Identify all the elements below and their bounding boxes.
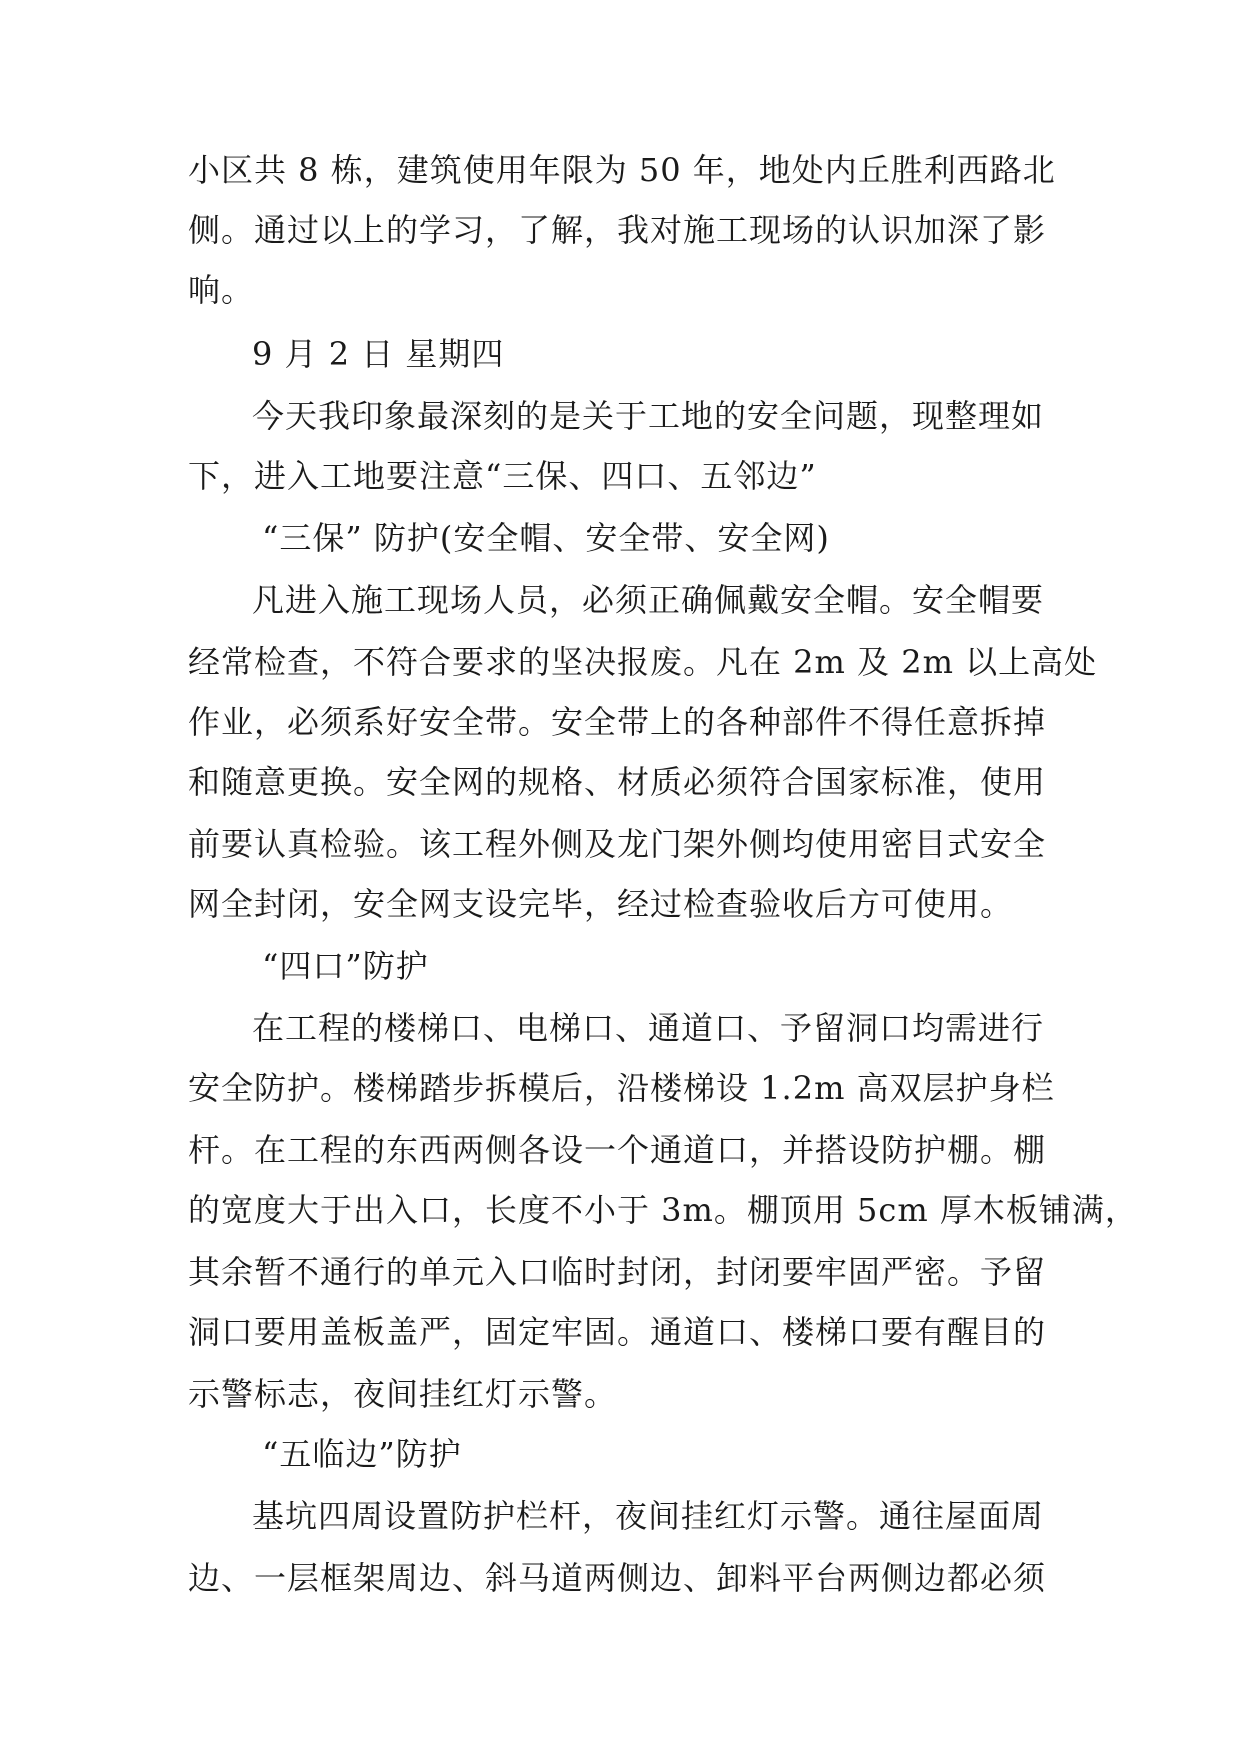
text-line: 网全封闭，安全网支设完毕，经过检查验收后方可使用。: [188, 885, 1014, 923]
text-line: 杆。在工程的东西两侧各设一个通道口，并搭设防护棚。棚: [188, 1131, 1047, 1169]
text-line: 小区共 8 栋，建筑使用年限为 50 年，地处内丘胜利西路北: [188, 151, 1056, 189]
text-line: 前要认真检验。该工程外侧及龙门架外侧均使用密目式安全: [188, 825, 1047, 863]
section-heading-three-protections: “三保” 防护(安全帽、安全带、安全网): [262, 519, 830, 557]
text-line: 安全防护。楼梯踏步拆模后，沿楼梯设 1.2m 高双层护身栏: [188, 1069, 1055, 1107]
section-heading-four-openings: “四口”防护: [262, 947, 429, 985]
text-line: 洞口要用盖板盖严，固定牢固。通道口、楼梯口要有醒目的: [188, 1313, 1047, 1351]
text-line: 在工程的楼梯口、电梯口、通道口、予留洞口均需进行: [252, 1009, 1045, 1047]
text-line: 今天我印象最深刻的是关于工地的安全问题，现整理如: [252, 397, 1045, 435]
text-line: 下，进入工地要注意“三保、四口、五邻边”: [188, 457, 817, 495]
text-line: 其余暂不通行的单元入口临时封闭，封闭要牢固严密。予留: [188, 1253, 1047, 1291]
text-line: 响。: [188, 271, 255, 309]
section-heading-five-edges: “五临边”防护: [262, 1435, 462, 1473]
date-heading: 9 月 2 日 星期四: [252, 335, 505, 373]
text-line: 的宽度大于出入口，长度不小于 3m。棚顶用 5cm 厚木板铺满，: [188, 1191, 1138, 1229]
text-line: 边、一层框架周边、斜马道两侧边、卸料平台两侧边都必须: [188, 1559, 1047, 1597]
text-line: 基坑四周设置防护栏杆，夜间挂红灯示警。通往屋面周: [252, 1497, 1045, 1535]
text-line: 示警标志，夜间挂红灯示警。: [188, 1375, 618, 1413]
text-line: 作业，必须系好安全带。安全带上的各种部件不得任意拆掉: [188, 703, 1047, 741]
text-line: 和随意更换。安全网的规格、材质必须符合国家标准，使用: [188, 763, 1047, 801]
text-line: 经常检查，不符合要求的坚决报废。凡在 2m 及 2m 以上高处: [188, 643, 1098, 681]
text-line: 凡进入施工现场人员，必须正确佩戴安全帽。安全帽要: [252, 581, 1045, 619]
text-line: 侧。通过以上的学习，了解，我对施工现场的认识加深了影: [188, 211, 1047, 249]
